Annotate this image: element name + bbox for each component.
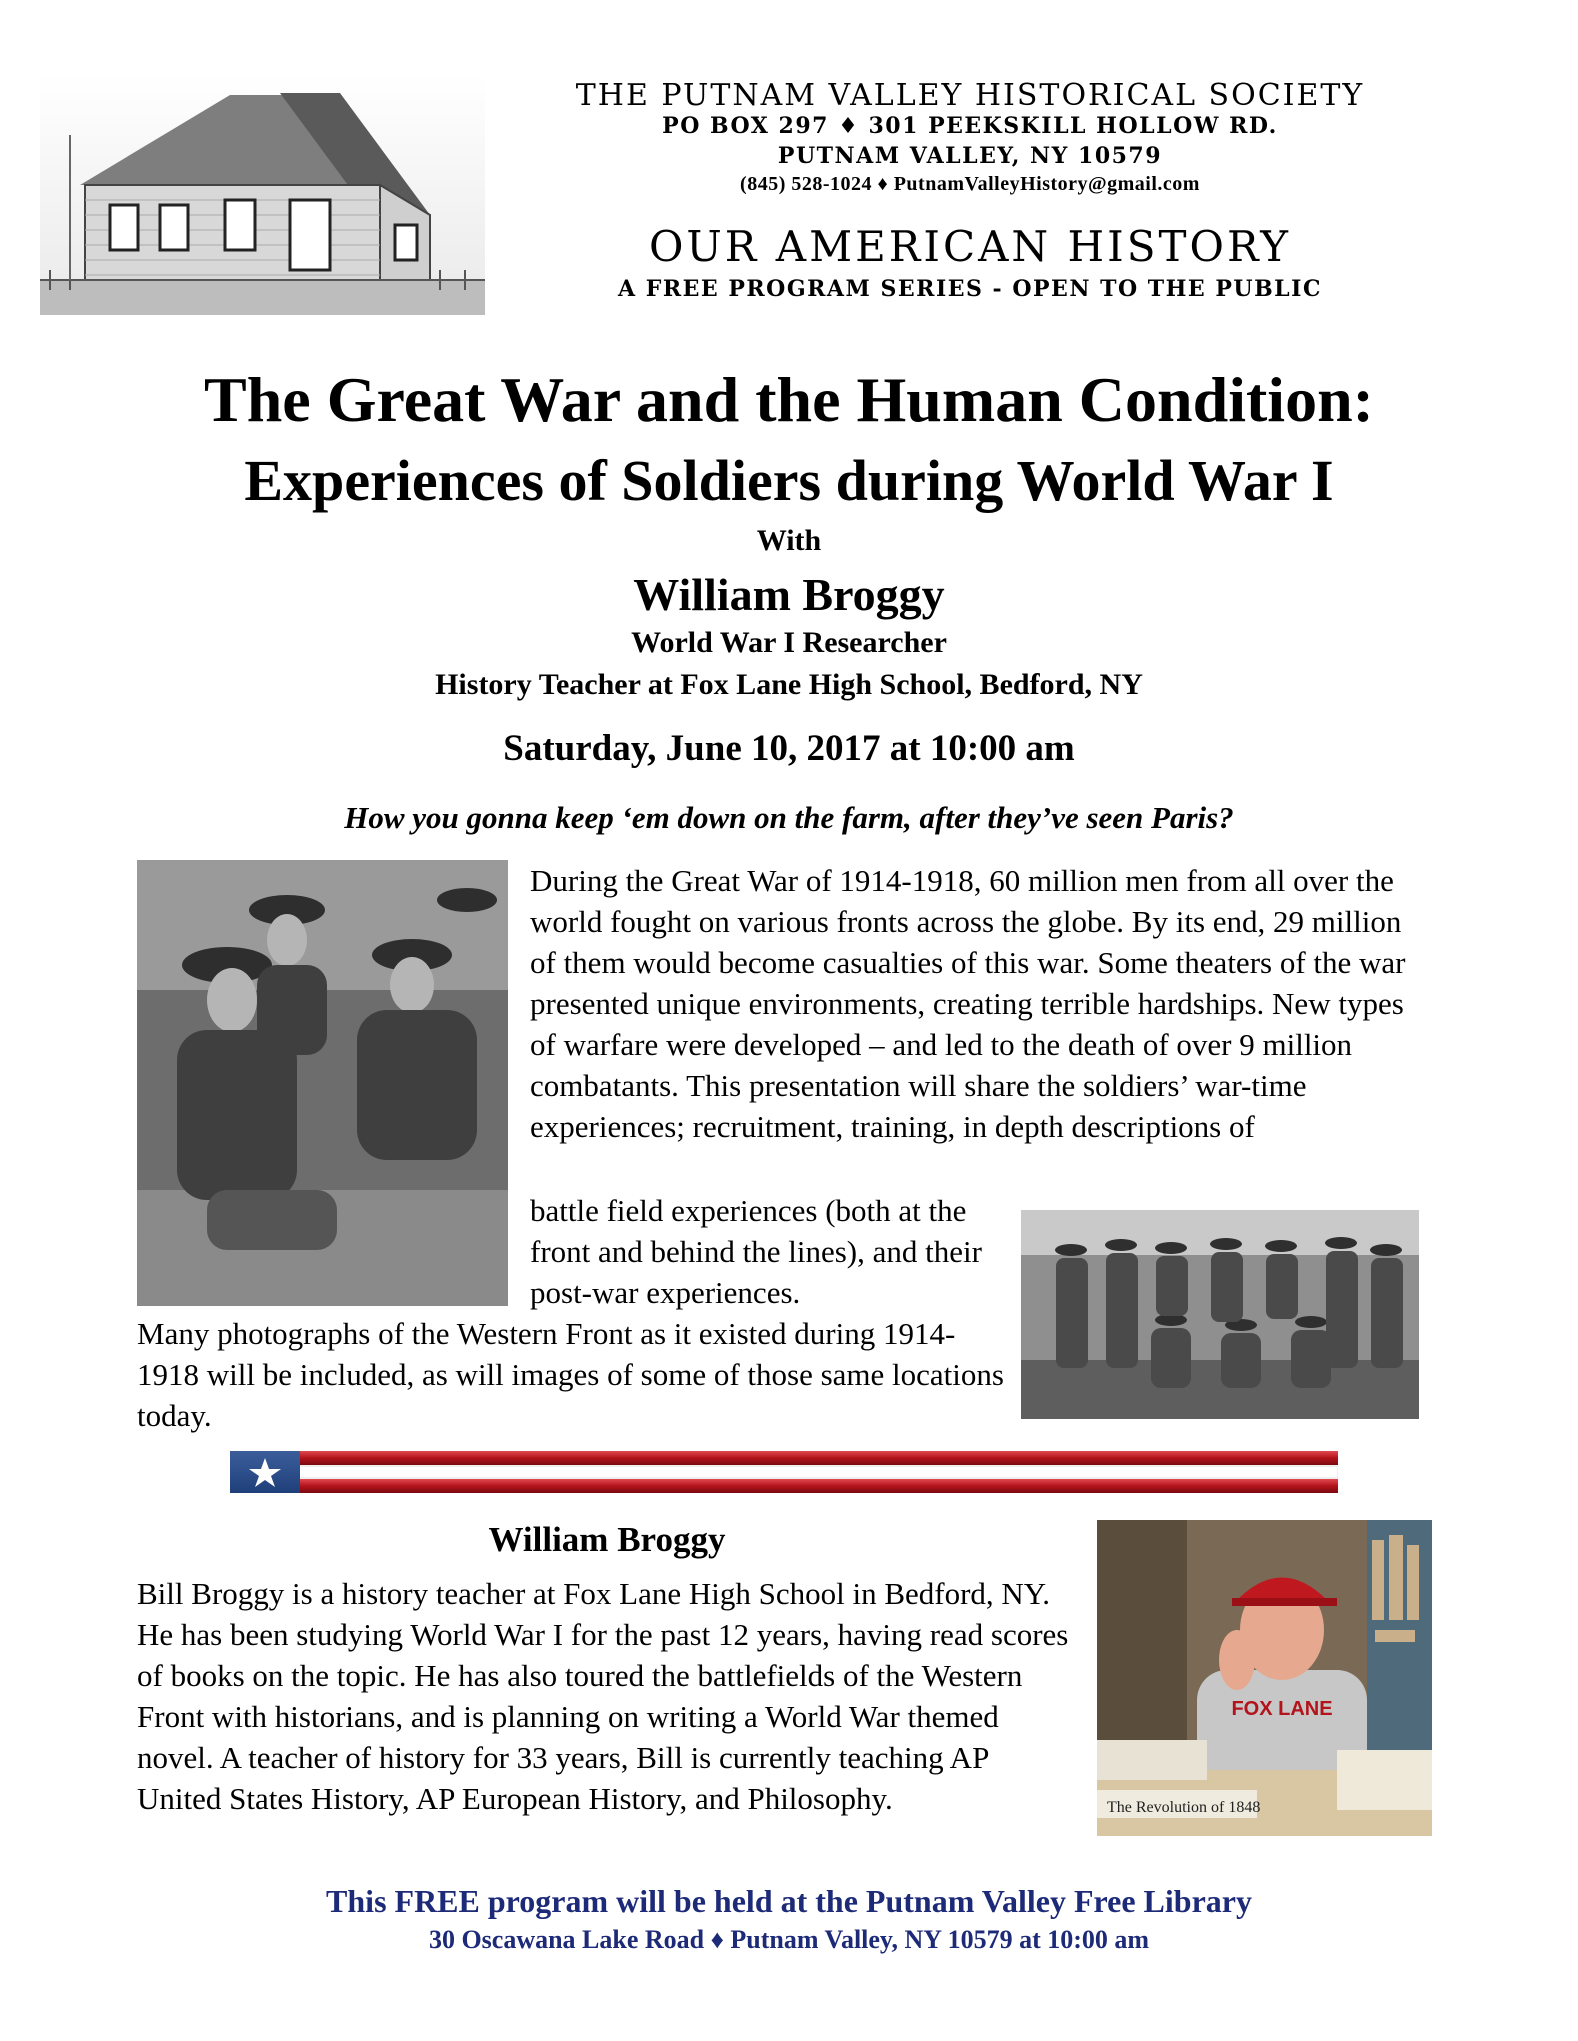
soldiers-trench-photo bbox=[137, 860, 508, 1306]
organization-name: THE PUTNAM VALLEY HISTORICAL SOCIETY bbox=[575, 78, 1365, 113]
shirt-logo-text: FOX LANE bbox=[1231, 1698, 1333, 1720]
event-date: Saturday, June 10, 2017 at 10:00 am bbox=[503, 728, 1075, 769]
soldiers-group-photo bbox=[1021, 1210, 1419, 1419]
series-title: OUR AMERICAN HISTORY bbox=[648, 222, 1292, 271]
program-description: During the Great War of 1914-1918, 60 million men from all over the world fought on various fronts across the globe. By its end, 29 million of them would become casualties of this war. Some theaters of the war presented unique environments, creating terrible hardships. New types of warfare were developed – and led to the death of over 9 million combatants. This presentation will share the soldiers’ war-time experiences; recruitment, training, in depth descriptions of bbox=[530, 863, 1406, 1144]
program-description-closing: Many photographs of the Western Front as it existed during 1914-1918 will be included, as will images of some of those same locations today. bbox=[137, 1316, 1004, 1433]
bio-heading: William Broggy bbox=[488, 1520, 726, 1559]
event-tagline: How you gonna keep ‘em down on the farm, after they’ve seen Paris? bbox=[344, 800, 1234, 835]
speaker-photo bbox=[1097, 1520, 1432, 1836]
address-line-1: PO BOX 297 ♦ 301 PEEKSKILL HOLLOW RD. bbox=[662, 113, 1278, 139]
event-title-line-1: The Great War and the Human Condition: bbox=[204, 364, 1374, 435]
contact-info: (845) 528-1024 ♦ PutnamValleyHistory@gmail.com bbox=[740, 173, 1200, 195]
flag-divider bbox=[230, 1449, 1338, 1495]
venue-address: 30 Oscawana Lake Road ♦ Putnam Valley, NY 10579 at 10:00 am bbox=[428, 1925, 1150, 1954]
speaker-role-1: World War I Researcher bbox=[631, 626, 947, 659]
bio-text: Bill Broggy is a history teacher at Fox Lane High School in Bedford, NY. He has been studying World War I for the past 12 years, having read scores of books on the topic. He has also toured the battlefields of the Western Front with historians, and is planning on writing a World War themed novel. A teacher of history for 33 years, Bill is currently teaching AP United States History, AP European History, and Philosophy. bbox=[137, 1576, 1069, 1816]
program-description-continued: battle field experiences (both at the front and behind the lines), and their post-war experiences. bbox=[530, 1193, 982, 1310]
address-line-2: PUTNAM VALLEY, NY 10579 bbox=[777, 143, 1163, 169]
historical-society-house-image bbox=[40, 75, 485, 315]
series-subtitle: A FREE PROGRAM SERIES - OPEN TO THE PUBLIC bbox=[618, 276, 1322, 302]
speaker-role-2: History Teacher at Fox Lane High School, Bedford, NY bbox=[435, 668, 1143, 701]
book-spine-text: The Revolution of 1848 bbox=[1107, 1799, 1261, 1816]
venue-line: This FREE program will be held at the Putnam Valley Free Library bbox=[326, 1883, 1252, 1919]
with-label: With bbox=[756, 524, 822, 557]
event-title-line-2: Experiences of Soldiers during World War I bbox=[244, 448, 1334, 513]
speaker-name: William Broggy bbox=[633, 569, 945, 620]
